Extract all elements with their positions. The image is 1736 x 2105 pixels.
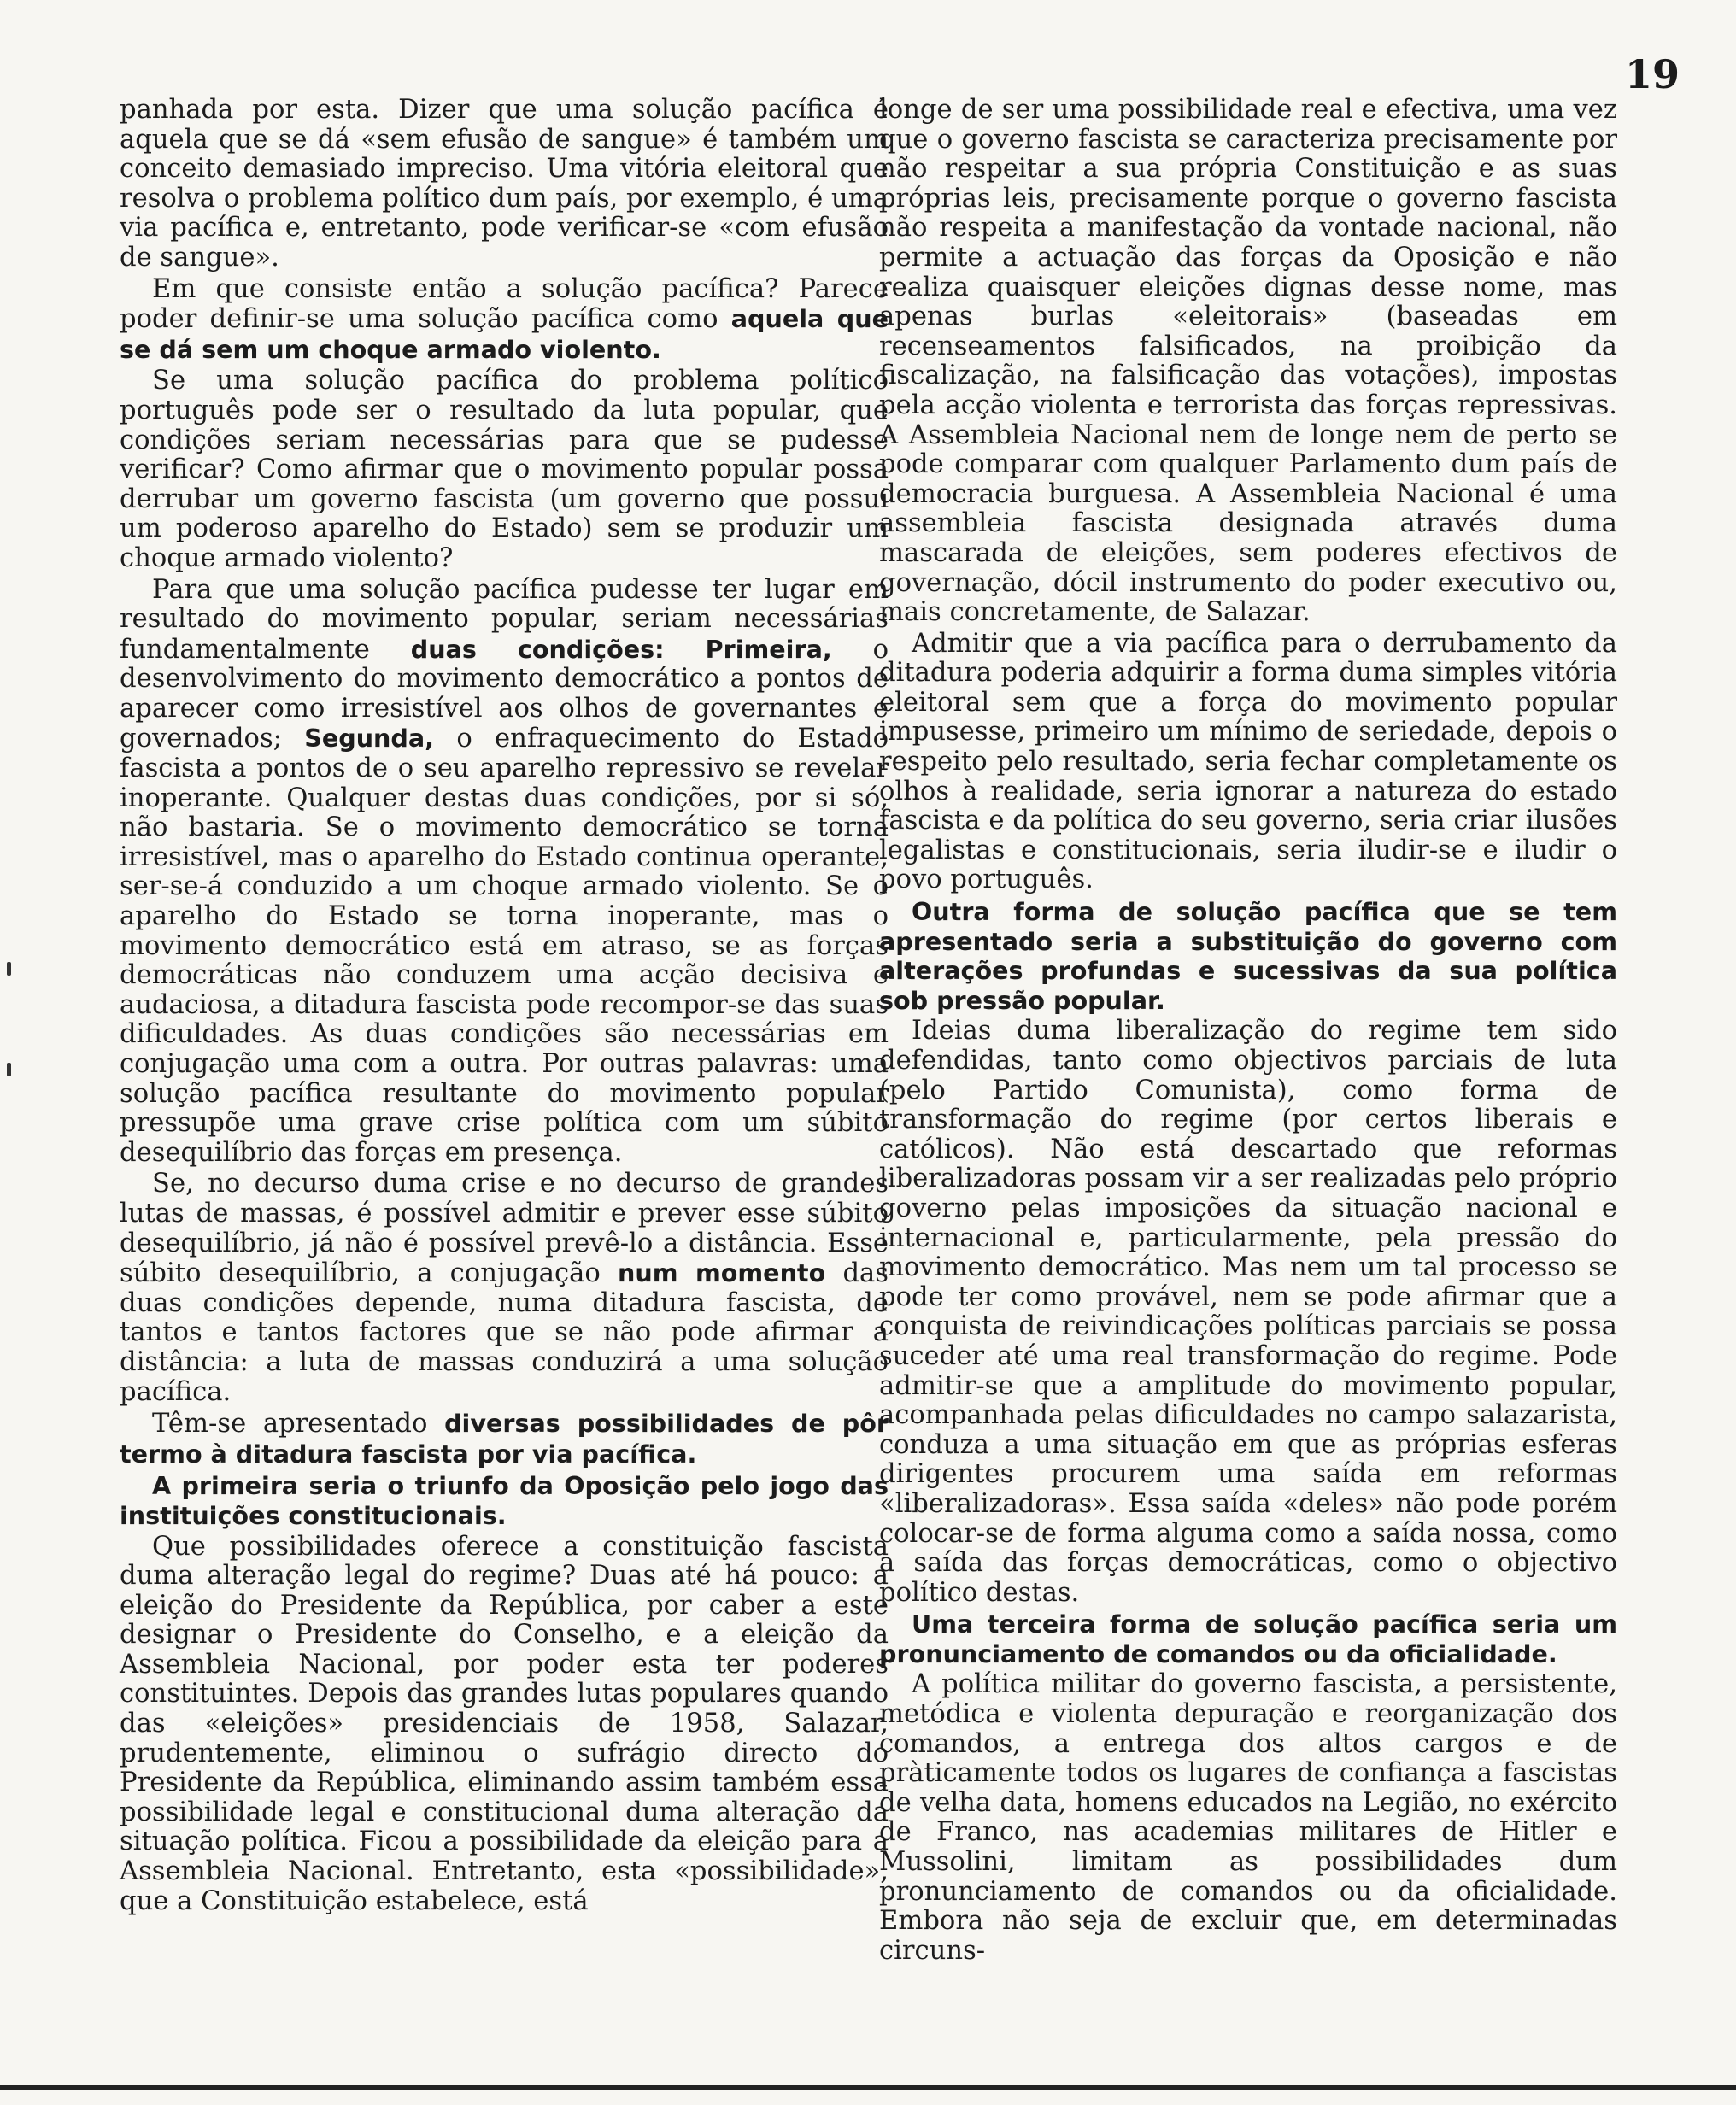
paragraph [120,96,889,273]
text-run: o enfraquecimento do Estado fascista a pontos de o seu aparelho repressivo se revelar inoperante. Qualquer destas duas condições, por si só, não bastaria. Se o movimento democrático se torna irresistível, mas o aparelho do Estado continua operante, ser-se-á conduzido a um choque armado violento. Se o aparelho do Estado se torna inoperante, mas o movimento democrático está em atraso, se as forças democráticas não conduzem uma acção decisiva e audaciosa, a ditadura fascista pode recompor-se das suas dificuldades. As duas condições são necessárias em conjugação uma com a outra. Por outras palavras: uma solução pacífica resultante do movimento popular pressupõe uma grave crise política com um súbito desequilíbrio das forças em presença. [120,724,889,1168]
paragraph [120,1170,889,1407]
paragraph [120,366,889,573]
page-number: 19 [1624,51,1680,97]
text-run: Têm-se apresentado [152,1409,445,1439]
text-run: Outra forma de solução pacífica que se tem apresentado seria a substituição do governo com alterações profundas e sucessivas da sua política sob pressão popular. [879,897,1617,1015]
paragraph [879,1670,1617,1966]
paragraph [120,1533,889,1917]
text-run: das duas condições depende, numa ditadura fascista, de tantos e tantos factores que se não pode afirmar a distância: a luta de massas conduzirá a uma solução pacífica. [120,1258,889,1407]
bold-text: num momento [617,1258,826,1288]
text-run: Admitir que a via pacífica para o derrubamento da ditadura poderia adquirir a forma duma simples vitória eleitoral sem que a força do movimento popular impusesse, primeiro um mínimo de seriedade, depois o respeito pelo resultado, seria fechar completamente os olhos à realidade, seria ignorar a natureza do estado fascista e da política do seu governo, seria criar ilusões legalistas e constitucionais, seria iludir-se e iludir o povo português. [879,628,1617,895]
margin-mark [7,1063,11,1076]
text-run: longe de ser uma possibilidade real e efectiva, uma vez que o governo fascista se caracteriza precisamente por não respeitar a sua própria Constituição e as suas próprias leis, precisamente porque o governo fascista não respeita a manifestação da vontade nacional, não permite a actuação das forças da Oposição e não realiza quaisquer eleições dignas desse nome, mas apenas burlas «eleitorais» (baseadas em recenseamentos falsificados, na proibição da fiscalização, na falsificação das votações), impostas pela acção violenta e terrorista das forças repressivas. A Assembleia Nacional nem de longe nem de perto se pode comparar com qualquer Parlamento dum país de democracia burguesa. A Assembleia Nacional é uma assembleia fascista designada através duma mascarada de eleições, sem poderes efectivos de governação, dócil instrumento do poder executivo ou, mais concretamente, de Salazar. [879,95,1617,628]
bold-text: aquela que se dá sem um choque armado violento. [120,304,889,364]
margin-mark [7,962,11,976]
text-run: Se uma solução pacífica do problema político português pode ser o resultado da luta popular, que condições seriam necessárias para que se pudesse verificar? Como afirmar que o movimento popular possa derrubar um governo fascista (um governo que possui um poderoso aparelho do Estado) sem se produzir um choque armado violento? [120,366,889,573]
bottom-rule [0,2085,1736,2090]
bold-text: duas condições: Primeira, [410,634,832,664]
paragraph [120,576,889,1169]
text-run: o desenvolvimento do movimento democrático a pontos de aparecer como irresistível aos olhos de governantes e governados; [120,634,889,754]
section-heading [120,1471,889,1530]
text-run: A primeira seria o triunfo da Oposição pelo jogo das instituições constitucionais. [120,1471,889,1530]
paragraph [120,1409,889,1469]
right-column [879,96,1617,1966]
paragraph [879,96,1617,628]
paragraph [879,1017,1617,1608]
bold-text: Segunda, [304,724,435,753]
text-run: panhada por esta. Dizer que uma solução pacífica é aquela que se dá «sem efusão de sangue» é também um conceito demasiado impreciso. Uma vitória eleitoral que resolva o problema político dum país, por exemplo, é uma via pacífica e, entretanto, pode verificar-se «com efusão de sangue». [120,95,889,273]
text-run: A política militar do governo fascista, a persistente, metódica e violenta depuração e reorganização dos comandos, a entrega dos altos cargos e de pràticamente todos os lugares de confiança a fascistas de velha data, homens educados na Legião, no exército de Franco, nas academias militares de Hitler e Mussolini, limitam as possibilidades dum pronunciamento de comandos ou da oficialidade. Embora não seja de excluir que, em determinadas circuns- [879,1669,1617,1966]
text-run: Ideias duma liberalização do regime tem sido defendidas, tanto como objectivos parciais de luta (pelo Partido Comunista), como forma de transformação do regime (por certos liberais e católicos). Não está descartado que reformas liberalizadoras possam vir a ser realizadas pelo próprio governo pelas imposições da situação nacional e internacional e, particularmente, pela pressão do movimento democrático. Mas nem um tal processo se pode ter como provável, nem se pode afirmar que a conquista de reivindicações políticas parciais se possa suceder até uma real transformação do regime. Pode admitir-se que a amplitude do movimento popular, acompanhada pelas dificuldades no campo salazarista, conduza a uma situação em que as próprias esferas dirigentes procurem uma saída em reformas «liberalizadoras». Essa saída «deles» não pode porém colocar-se de forma alguma como a saída nossa, como a saída das forças democráticas, como o objectivo político destas. [879,1016,1617,1608]
text-run: Se, no decurso duma crise e no decurso de grandes lutas de massas, é possível admitir e prever esse súbito desequilíbrio, já não é possível prevê-lo a distância. Esse súbito desequilíbrio, a conjugação [120,1169,889,1289]
text-run: Em que consiste então a solução pacífica? Parece poder definir-se uma solução pacífica como [120,273,889,335]
bold-text: diversas possibilidades de pôr termo à ditadura fascista por via pacífica. [120,1409,889,1469]
text-run: Uma terceira forma de solução pacífica seria um pronunciamento de comandos ou da oficialidade. [879,1610,1617,1668]
text-run: Para que uma solução pacífica pudesse ter lugar em resultado do movimento popular, seriam necessárias fundamentalmente [120,574,889,665]
left-column [120,96,889,1916]
section-heading [879,1610,1617,1668]
paragraph [120,275,889,366]
section-heading [879,897,1617,1015]
text-run: Que possibilidades oferece a constituição fascista duma alteração legal do regime? Duas até há pouco: a eleição do Presidente da República, por caber a este designar o Presidente do Conselho, e a eleição da Assembleia Nacional, por poder esta ter poderes constituintes. Depois das grandes lutas populares quando das «eleições» presidenciais de 1958, Salazar, prudentemente, eliminou o sufrágio directo do Presidente da República, eliminando assim também essa possibilidade legal e constitucional duma alteração da situação política. Ficou a possibilidade da eleição para a Assembleia Nacional. Entretanto, esta «possibilidade», que a Constituição estabelece, está [120,1531,889,1916]
paragraph [879,630,1617,895]
